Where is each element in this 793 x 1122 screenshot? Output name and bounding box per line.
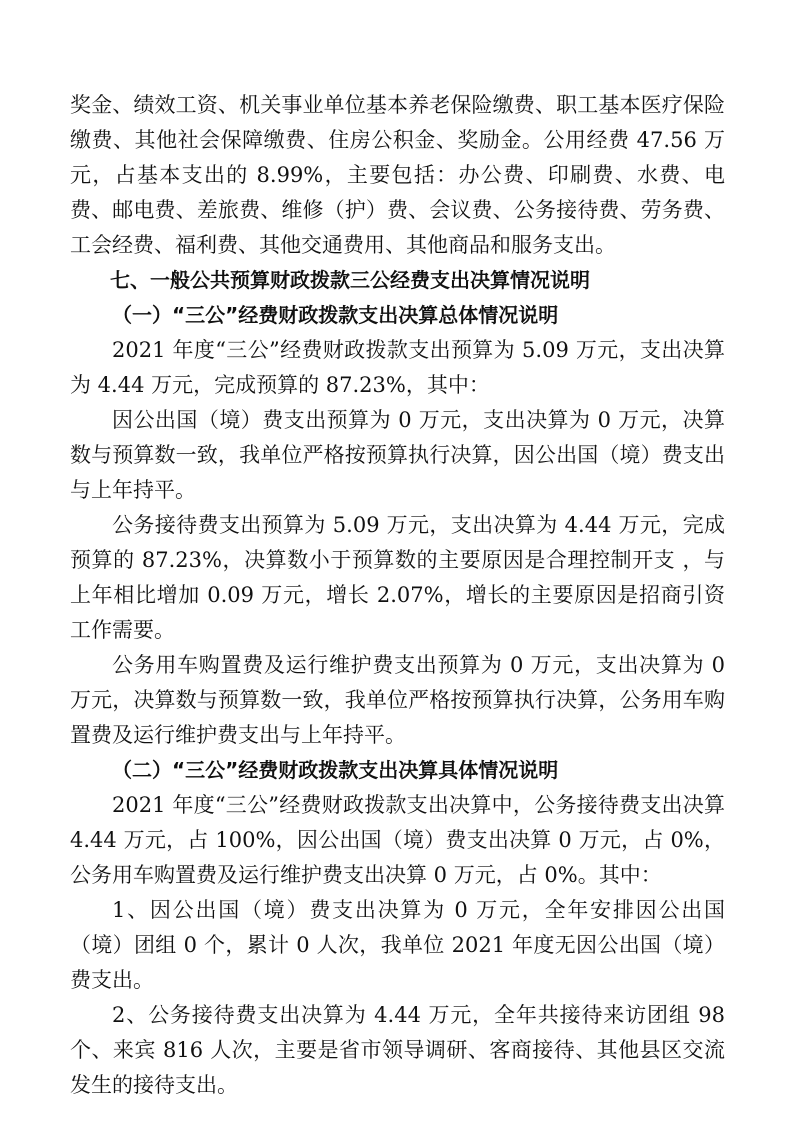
paragraph-overseas-travel: 因公出国（境）费支出预算为 0 万元，支出决算为 0 万元，决算数与预算数一致，我单位严格按预算执行决算，因公出国（境）费支出与上年持平。 bbox=[70, 408, 725, 502]
paragraph-reception: 公务接待费支出预算为 5.09 万元，支出决算为 4.44 万元，完成预算的 87.23%，决算数小于预算数的主要原因是合理控制开支 ，与上年相比增加 0.09 万元，增长 2.07%，增长的主要原因是招商引资工作需要。 bbox=[70, 513, 725, 642]
document-page bbox=[70, 88, 725, 1103]
paragraph-detail-overview: 2021 年度“三公”经费财政拨款支出决算中，公务接待费支出决算 4.44 万元，占 100%，因公出国（境）费支出决算 0 万元，占 0%，公务用车购置费及运行维护费支出决算 0 万元，占 0%。其中： bbox=[70, 793, 725, 887]
paragraph-detail-reception: 2、公务接待费支出决算为 4.44 万元，全年共接待来访团组 98 个、来宾 816 人次，主要是省市领导调研、客商接待、其他县区交流发生的接待支出。 bbox=[70, 1003, 725, 1097]
paragraph-budget-overview: 2021 年度“三公”经费财政拨款支出预算为 5.09 万元，支出决算为 4.44 万元，完成预算的 87.23%，其中： bbox=[70, 338, 725, 397]
paragraph-continued: 奖金、绩效工资、机关事业单位基本养老保险缴费、职工基本医疗保险缴费、其他社会保障缴费、住房公积金、奖励金。公用经费 47.56 万元，占基本支出的 8.99%，主要包括：办公费、印刷费、水费、电费、邮电费、差旅费、维修（护）费、会议费、公务接待费、劳务费、工会经费、福利费、其他交通费用、其他商品和服务支出。 bbox=[70, 93, 725, 257]
paragraph-detail-overseas: 1、因公出国（境）费支出决算为 0 万元，全年安排因公出国（境）团组 0 个，累计 0 人次，我单位 2021 年度无因公出国（境）费支出。 bbox=[70, 898, 725, 992]
subsection-heading-1: （一）“三公”经费财政拨款支出决算总体情况说明 bbox=[112, 303, 559, 327]
subsection-heading-2: （二）“三公”经费财政拨款支出决算具体情况说明 bbox=[112, 758, 559, 782]
section-heading-7: 七、一般公共预算财政拨款三公经费支出决算情况说明 bbox=[110, 268, 590, 292]
paragraph-vehicles: 公务用车购置费及运行维护费支出预算为 0 万元，支出决算为 0 万元，决算数与预算数一致，我单位严格按预算执行决算，公务用车购置费及运行维护费支出与上年持平。 bbox=[70, 653, 725, 747]
